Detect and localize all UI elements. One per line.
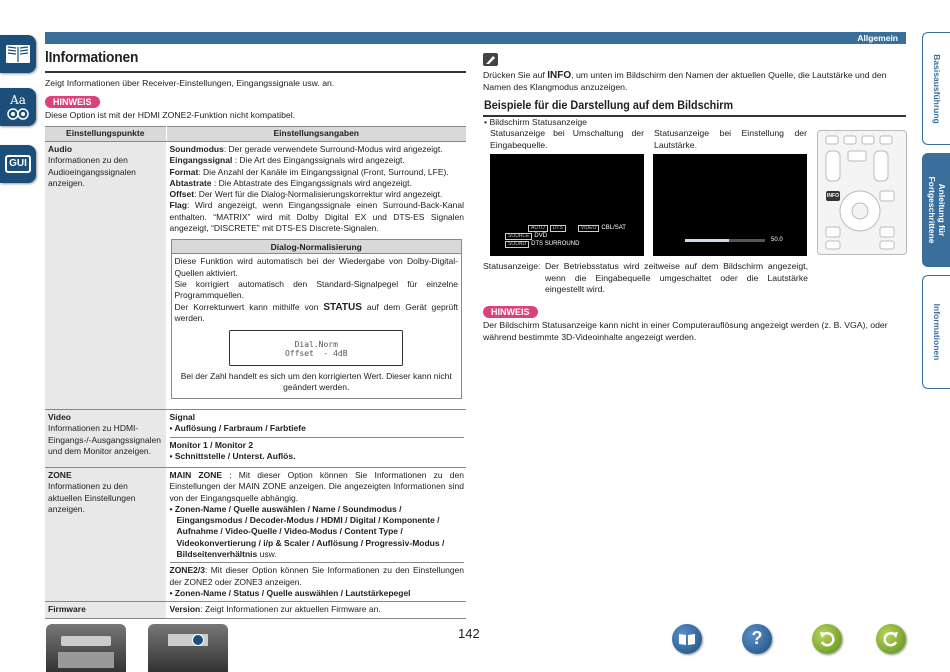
display-illustration bbox=[229, 330, 403, 366]
section-header-bar bbox=[45, 32, 906, 44]
receiver-front-thumbnail[interactable] bbox=[46, 624, 126, 672]
dialog-p1: Diese Funktion wird automatisch bei der Wiedergabe von Dolby-Digital-Quellen aktiviert. bbox=[174, 256, 458, 278]
row-name: Audio bbox=[48, 144, 73, 154]
section-label: Allgemein bbox=[857, 33, 898, 43]
dialog-normalization-box bbox=[171, 239, 463, 398]
zone-23-items: • Zonen-Name / Status / Quelle auswählen / Lautstärkepegel bbox=[169, 587, 411, 598]
col-header-items: Einstellungspunkte bbox=[45, 127, 166, 142]
display-line: Dial.Norm bbox=[294, 340, 338, 350]
status-text: Der Betriebsstatus wird zeitweise auf dem Bildschirm angezeigt, wenn die Eingabequelle umgeschaltet oder die Lautstärke eingestellt wird. bbox=[545, 261, 808, 294]
page-number: 142 bbox=[458, 626, 480, 641]
book-icon[interactable] bbox=[672, 624, 702, 654]
row-name: Firmware bbox=[48, 604, 86, 615]
zone-main-items: • Zonen-Name / Quelle auswählen / Name / Soundmodus / Eingangsmodus / Decoder-Modus / HDMI / Digital / Komponente / Aufnahme / Video-Quelle / Video-Modus / Content Type / Videokonvertierung / i/p & Scaler / Auflösung / Progressiv-Modus / Bildseitenverhältnis usw. bbox=[169, 503, 445, 560]
dialog-title: Dialog-Normalisierung bbox=[172, 240, 462, 254]
gui-icon: GUI bbox=[5, 155, 31, 173]
col-header-details: Einstellungsangaben bbox=[166, 127, 466, 142]
video-signal-items: • Auflösung / Farbraum / Farbtiefe bbox=[169, 423, 306, 434]
book-icon bbox=[5, 43, 31, 65]
video-monitor: Monitor 1 / Monitor 2 bbox=[169, 439, 254, 450]
zone-main: MAIN ZONE : Mit dieser Option können Sie Informationen zu den Einstellungen der MAIN ZONE anzeigen. Die angezeigten Informationen sind von der Eingangsquelle abhängig. bbox=[169, 470, 464, 503]
right-tab-label: Anleitung für Fortgeschrittene bbox=[926, 176, 947, 244]
forward-icon[interactable] bbox=[876, 624, 906, 654]
hinweis-text-2: Der Bildschirm Statusanzeige kann nicht in einer Computerauflösung angezeigt werden (z. B. VGA), oder während bestimmte 3D-Videoinhalte angezeigt werden. bbox=[483, 320, 888, 342]
settings-table bbox=[45, 126, 466, 619]
right-tab-label: Informationen bbox=[931, 303, 942, 361]
hinweis-text: Diese Option ist mit der HDMI ZONE2-Funktion nicht kompatibel. bbox=[45, 110, 296, 120]
row-desc: Informationen zu HDMI-Eingangs-/-Ausgangssignalen und dem Monitor anzeigen. bbox=[48, 423, 161, 456]
remote-info-button-label: INFO bbox=[827, 193, 839, 199]
left-tab-contents[interactable] bbox=[0, 35, 36, 73]
display-line: Offset - 4dB bbox=[284, 349, 348, 359]
caption-1: Statusanzeige bei Umschaltung der Eingabequelle. bbox=[490, 128, 644, 150]
page-title: lInformationen bbox=[45, 49, 139, 66]
left-tab-font[interactable] bbox=[0, 88, 36, 126]
dialog-p3: Der Korrekturwert kann mithilfe von STATUS auf dem Gerät geprüft werden. bbox=[174, 301, 458, 323]
zone-23: ZONE2/3: Mit dieser Option können Sie Informationen zu den Einstellungen der ZONE2 oder ZONE3 anzeigen. bbox=[169, 565, 464, 587]
dialog-p2: Sie korrigiert automatisch den Standard-Signalpegel für einzelne Programmquellen. bbox=[174, 278, 458, 301]
receiver-display-thumbnail[interactable] bbox=[148, 624, 228, 672]
right-tab-info[interactable] bbox=[922, 275, 950, 389]
right-tab-label: Basisausführung bbox=[931, 53, 942, 124]
hinweis-badge: HINWEIS bbox=[483, 306, 538, 318]
left-tab-gui[interactable] bbox=[0, 145, 36, 183]
video-signal: Signal bbox=[169, 412, 196, 422]
row-name: ZONE bbox=[48, 470, 72, 480]
volume-value: 50.0 bbox=[771, 237, 783, 243]
right-tab-basis[interactable] bbox=[922, 32, 950, 145]
screen-volume bbox=[653, 154, 807, 256]
table-row-zone bbox=[45, 468, 466, 602]
firmware-key: Version bbox=[169, 604, 201, 615]
back-icon[interactable] bbox=[812, 624, 842, 654]
volume-bar bbox=[685, 239, 765, 242]
info-text: Drücken Sie auf INFO, um unten im Bildschirm den Namen der aktuellen Quelle, die Lautstärke und den Namen des Klangmodus anzuzeigen. bbox=[483, 70, 887, 92]
row-name: Video bbox=[48, 412, 71, 422]
firmware-value: : Zeigt Informationen zur aktuellen Firmware an. bbox=[200, 604, 381, 615]
hinweis-badge: HINWEIS bbox=[45, 96, 100, 108]
help-icon[interactable]: ? bbox=[742, 624, 772, 654]
table-row-firmware bbox=[45, 602, 466, 618]
remote-illustration bbox=[817, 130, 907, 255]
table-row-audio bbox=[45, 142, 466, 410]
caption-2: Statusanzeige bei Einstellung der Lautstärke. bbox=[654, 128, 807, 150]
right-tab-advanced[interactable] bbox=[922, 153, 950, 267]
pencil-icon bbox=[483, 53, 498, 66]
section-heading: Beispiele für die Darstellung auf dem Bildschirm bbox=[484, 98, 734, 112]
intro-text: Zeigt Informationen über Receiver-Einstellungen, Eingangssignale usw. an. bbox=[45, 78, 335, 88]
table-row-video bbox=[45, 410, 466, 468]
screen-input-switch: AUTO DTS VIDEO CBL/SAT SOURCE DVD SOUND DTS SURROUND bbox=[490, 154, 644, 256]
video-monitor-items: • Schnittstelle / Unterst. Auflös. bbox=[169, 450, 296, 461]
bullet-text: • Bildschirm Statusanzeige bbox=[484, 117, 587, 127]
dialog-caption: Bei der Zahl handelt es sich um den korrigierten Wert. Dieser kann nicht geändert werden. bbox=[180, 371, 452, 393]
title-rule bbox=[45, 71, 466, 73]
row-desc: Informationen zu den Audioeingangssignalen anzeigen. bbox=[48, 155, 136, 188]
font-icon: Aa bbox=[7, 94, 29, 121]
status-label: Statusanzeige: bbox=[483, 261, 541, 271]
row-desc: Informationen zu den aktuellen Einstellungen anzeigen. bbox=[48, 481, 136, 514]
audio-details: Soundmodus: Der gerade verwendete Surround-Modus wird angezeigt. Eingangssignal : Die Art des Eingangssignals wird angezeigt. Format: Die Anzahl der Kanäle im Eingangssignal (Front, Surround, LFE). Abtastrate : Die Abtastrate des Eingangssignals wird angezeigt. Offset: Der Wert für die Dialog-Normalisierungskorrektur wird angezeigt. Flag: Wird angezeigt, wenn Eingangssignale einen Surround-Back-Kanal enthalten. “MATRIX” wird mit Dolby Digital EX und DTS-ES Signalen angezeigt, “DISCRETE” mit DTS-ES Discrete-Signalen. bbox=[169, 144, 464, 234]
